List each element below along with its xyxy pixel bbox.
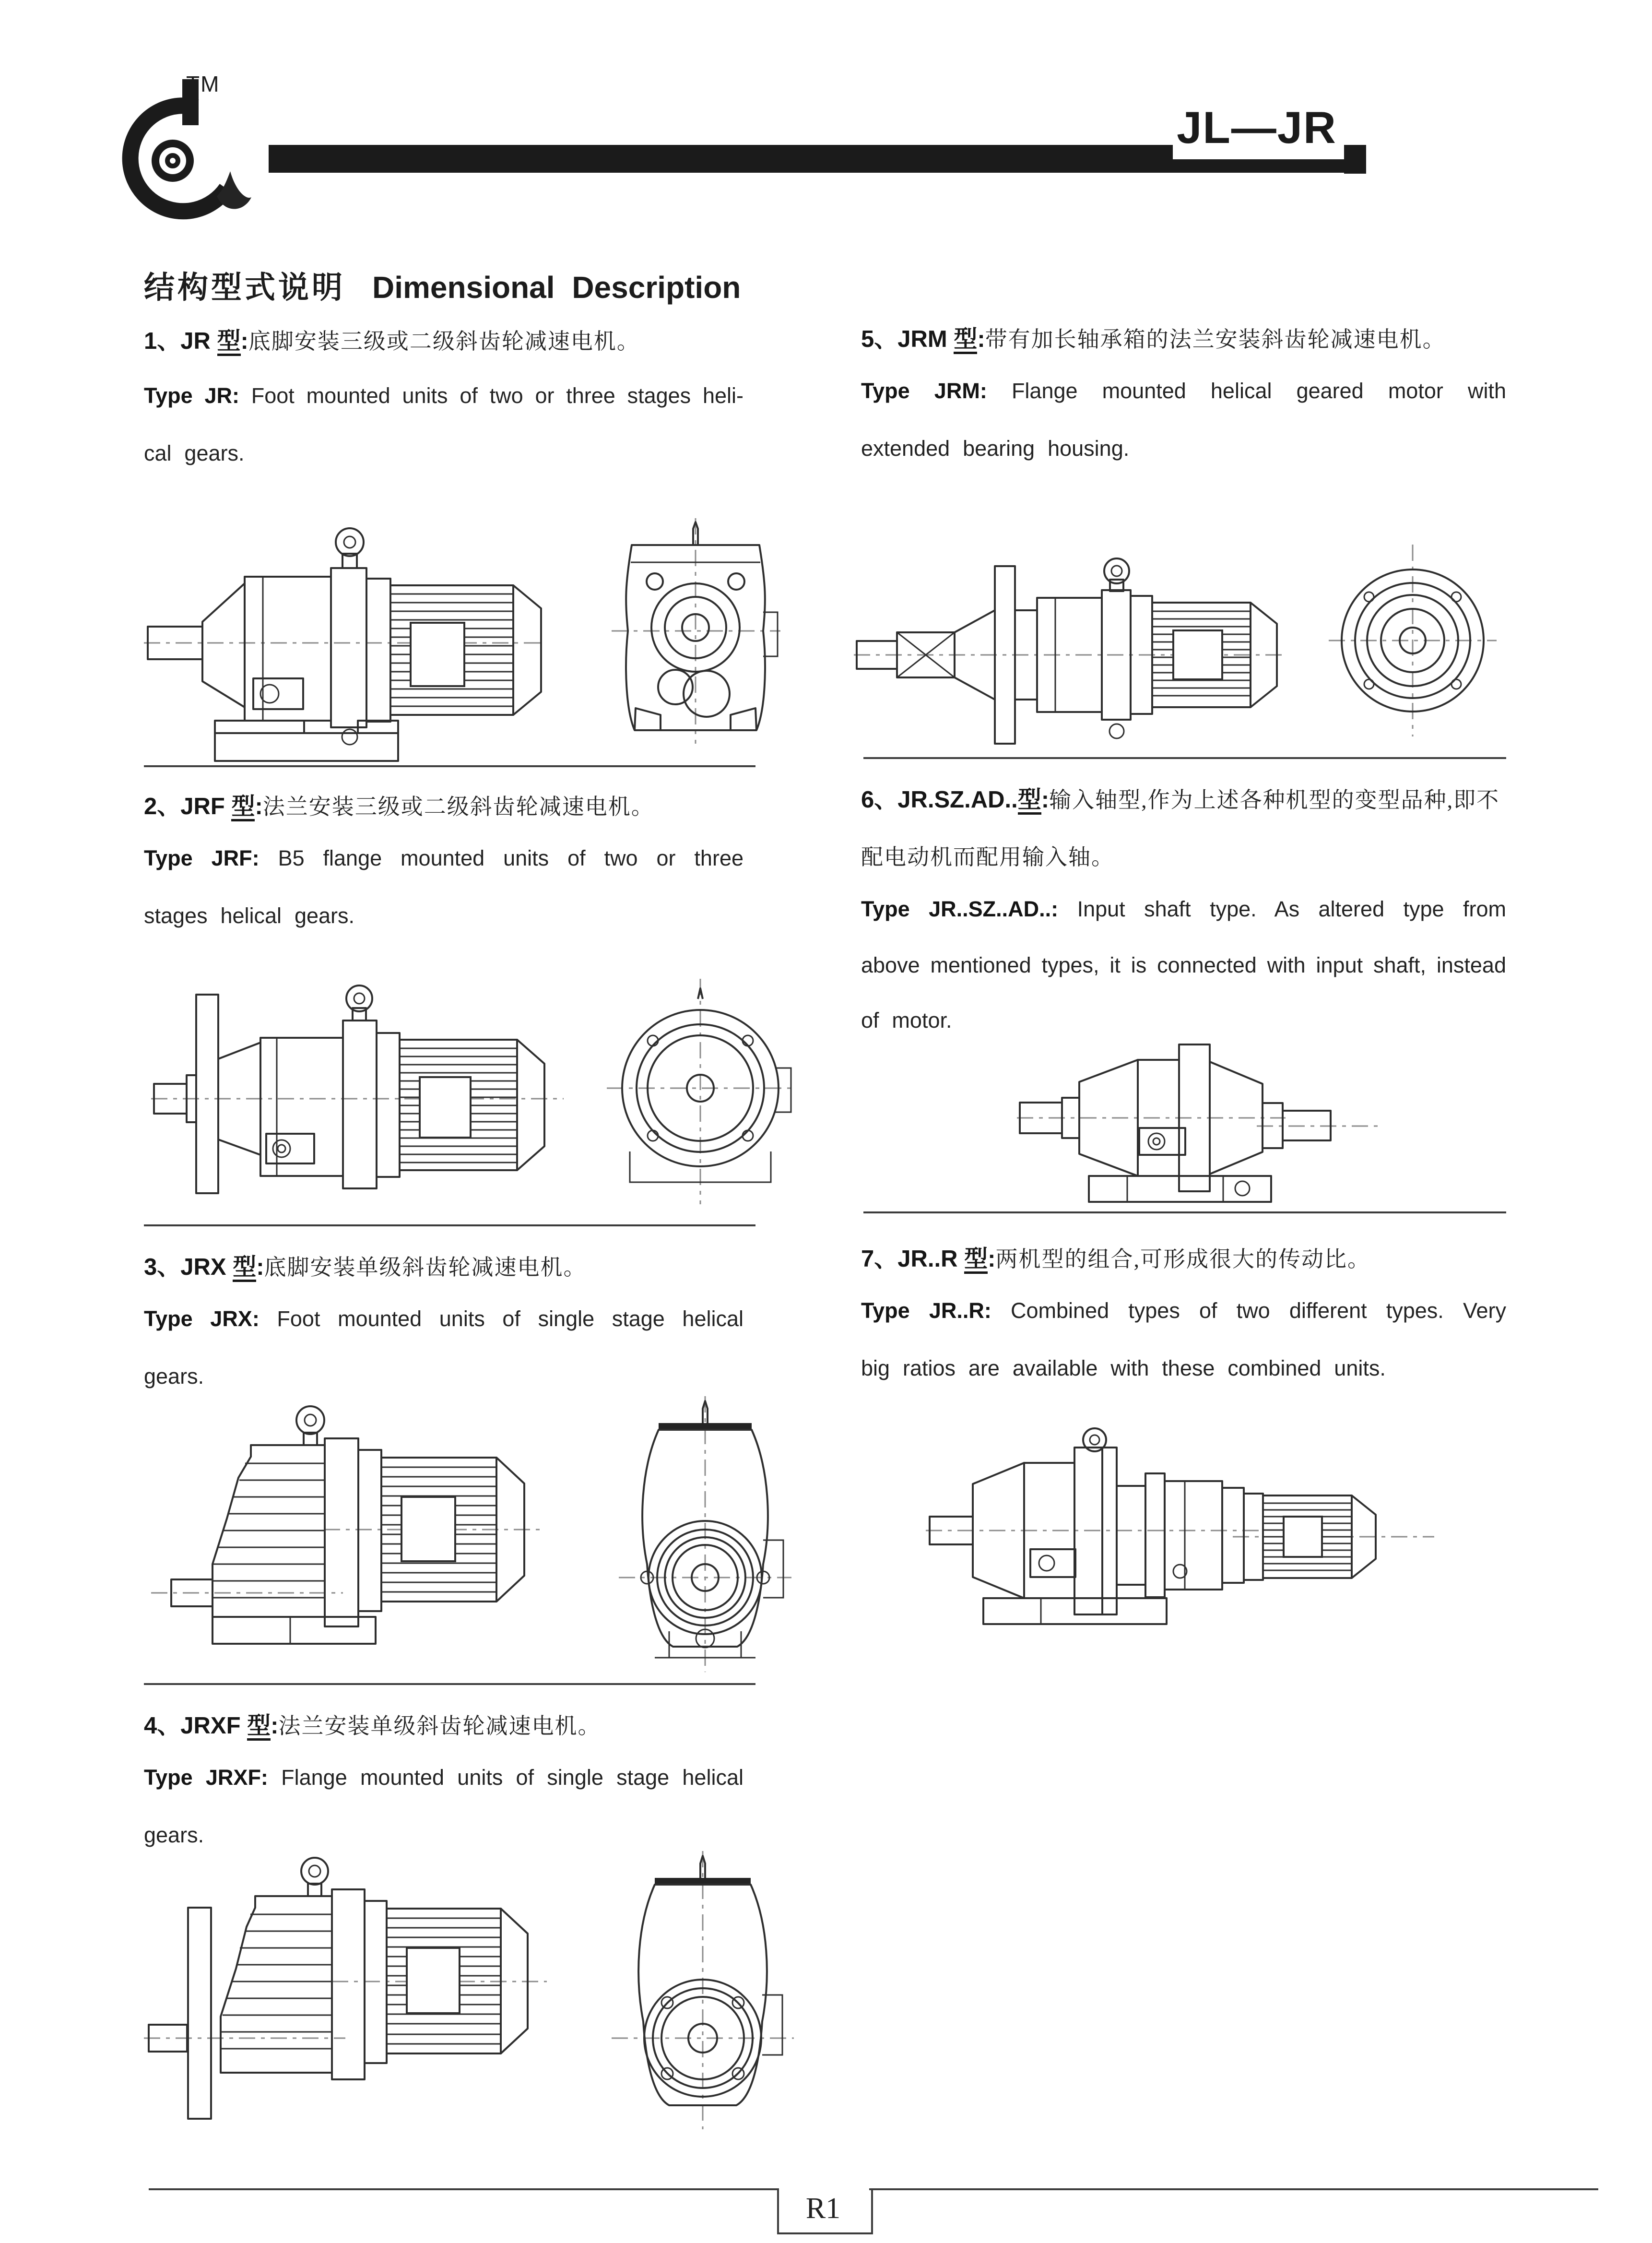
page-number: R1: [805, 2192, 841, 2225]
terminal-box: [420, 1077, 471, 1138]
item-2-label: 2、JRF: [144, 794, 232, 819]
item-3-en-line-2: gears.: [144, 1364, 204, 1389]
jrx-side-view-drawing: [151, 1401, 544, 1660]
item-7-heading: 7、JR..R 型:两机型的组合,可形成很大的传动比。: [861, 1240, 1370, 1274]
jr-sz-ad-side-view-drawing: [1017, 1029, 1381, 1207]
item-6-zh-line-1: 输入轴型,作为上述各种机型的变型品种,即不: [1049, 788, 1500, 812]
divider: [863, 1211, 1506, 1213]
gear-housing: [221, 1896, 332, 2073]
jrm-front-view-drawing: [1329, 545, 1497, 736]
item-5-label: 5、JRM: [861, 326, 954, 352]
jrx-front-view-drawing: [612, 1396, 799, 1672]
item-1-label: 1、JR: [144, 328, 217, 354]
section-title-zh: 结构型式说明: [144, 270, 345, 305]
item-7-en-line-1: Type JR..R: Combined types of two different types. Very: [861, 1298, 1506, 1323]
flange-disc: [188, 1908, 211, 2119]
series-title: JL—JR: [1177, 102, 1337, 153]
eyebolt: [336, 528, 364, 556]
item-3-zh-desc: 底脚安装单级斜齿轮减速电机。: [264, 1255, 587, 1280]
item-5-zh-desc: 带有加长轴承箱的法兰安装斜齿轮减速电机。: [985, 327, 1446, 352]
header-rule-main: [269, 145, 1173, 173]
item-4-label: 4、JRXF: [144, 1713, 248, 1739]
divider: [144, 765, 755, 767]
item-1-en-line-1: Type JR: Foot mounted units of two or three stages heli-: [144, 383, 743, 408]
item-5-en-line-2: extended bearing housing.: [861, 436, 1130, 461]
terminal-box: [411, 623, 464, 686]
mounting-feet: [215, 733, 398, 761]
footer-rule-right: [869, 2188, 1598, 2190]
header-rule-step: [1173, 159, 1344, 173]
jr-side-view-drawing: [144, 523, 542, 748]
item-4-en-line-2: gears.: [144, 1823, 204, 1847]
tm-mark: TM: [186, 71, 220, 96]
brand-logo-icon: [121, 79, 250, 225]
item-5-heading: 5、JRM 型:带有加长轴承箱的法兰安装斜齿轮减速电机。: [861, 320, 1446, 354]
item-5-en-line-1: Type JRM: Flange mounted helical geared motor with: [861, 379, 1506, 403]
item-3-label: 3、JRX: [144, 1254, 233, 1280]
item-6-en-line-2: above mentioned types, it is connected with input shaft, instead: [861, 953, 1506, 977]
jr-r-combined-side-view-drawing: [926, 1427, 1473, 1643]
item-6-heading: 6、JR.SZ.AD..型:输入轴型,作为上述各种机型的变型品种,即不: [861, 781, 1499, 815]
terminal-box: [401, 1497, 455, 1561]
terminal-box: [407, 1948, 460, 2013]
item-7-zh-desc: 两机型的组合,可形成很大的传动比。: [995, 1247, 1370, 1271]
item-7-en-line-2: big ratios are available with these combined units.: [861, 1356, 1386, 1380]
divider: [863, 757, 1506, 759]
item-1-heading: 1、JR 型:底脚安装三级或二级斜齿轮减速电机。: [144, 322, 640, 356]
item-3-en-line-1: Type JRX: Foot mounted units of single stage helical: [144, 1306, 743, 1331]
eyebolt: [296, 1406, 324, 1434]
terminal-box: [1284, 1517, 1322, 1557]
item-3-heading: 3、JRX 型:底脚安装单级斜齿轮减速电机。: [144, 1248, 587, 1282]
jrxf-side-view-drawing: [144, 1851, 547, 2127]
jrf-front-view-drawing: [607, 979, 794, 1204]
mounting-feet: [212, 1617, 376, 1644]
item-2-heading: 2、JRF 型:法兰安装三级或二级斜齿轮减速电机。: [144, 788, 654, 821]
item-6-en-line-1: Type JR..SZ..AD..: Input shaft type. As altered type from: [861, 897, 1506, 921]
item-4-en-line-1: Type JRXF: Flange mounted units of single stage helical: [144, 1765, 743, 1790]
item-1-en-line-2: cal gears.: [144, 441, 245, 465]
item-6-zh-line-2: 配电动机而配用输入轴。: [861, 845, 1114, 869]
item-2-en-line-1: Type JRF: B5 flange mounted units of two or three: [144, 846, 743, 870]
jr-front-view-drawing: [607, 518, 784, 744]
divider: [144, 1683, 755, 1685]
jrxf-front-view-drawing: [607, 1851, 799, 2129]
item-1-zh-desc: 底脚安装三级或二级斜齿轮减速电机。: [248, 329, 640, 354]
item-2-en-line-2: stages helical gears.: [144, 903, 355, 928]
item-4-heading: 4、JRXF 型:法兰安装单级斜齿轮减速电机。: [144, 1707, 601, 1741]
item-6-label: 6、JR.SZ.AD..: [861, 787, 1018, 813]
section-title-en: Dimensional Description: [372, 270, 741, 305]
eyebolt: [301, 1858, 328, 1885]
item-6-en-line-3: of motor.: [861, 1008, 952, 1032]
flange-disc: [196, 995, 218, 1193]
terminal-box: [1173, 630, 1222, 679]
footer-rule-left: [149, 2188, 777, 2190]
header-rule-endblock: [1344, 145, 1366, 174]
item-2-zh-desc: 法兰安装三级或二级斜齿轮减速电机。: [262, 795, 654, 819]
jrf-side-view-drawing: [151, 981, 564, 1207]
divider: [144, 1224, 755, 1226]
jrm-side-view-drawing: [854, 552, 1286, 753]
item-4-zh-desc: 法兰安装单级斜齿轮减速电机。: [278, 1714, 601, 1738]
item-7-label: 7、JR..R: [861, 1246, 965, 1272]
section-heading: [144, 263, 741, 307]
